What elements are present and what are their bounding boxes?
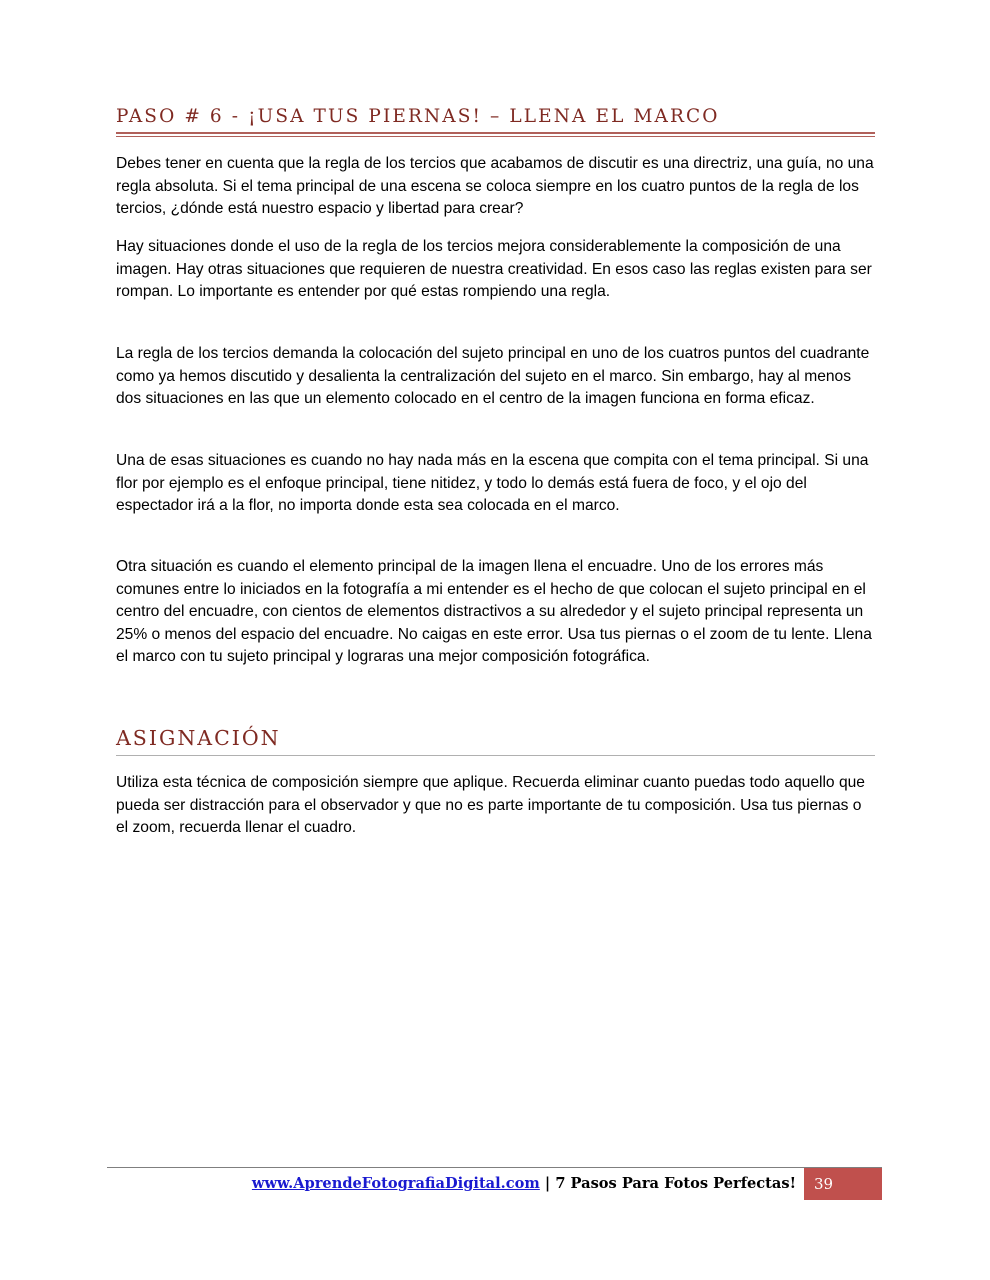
- footer-book-title: 7 Pasos Para Fotos Perfectas!: [555, 1175, 796, 1192]
- footer-website-link[interactable]: www.AprendeFotografiaDigital.com: [251, 1175, 540, 1192]
- paragraph-2: Hay situaciones donde el uso de la regla de los tercios mejora considerablemente la composición de una imagen. Hay otras situaciones que requieren de nuestra creatividad. En esos caso las reglas existen para ser rompan. Lo importante es entender por qué estas rompiendo una regla.: [116, 238, 872, 301]
- section-heading-asignacion: ASIGNACIÓN: [116, 726, 281, 750]
- footer-text: [252, 1175, 796, 1192]
- page-number-box: [804, 1167, 882, 1200]
- footer-divider: [107, 1167, 804, 1168]
- paragraph-3: La regla de los tercios demanda la colocación del sujeto principal en uno de los cuatros puntos del cuadrante como ya hemos discutido y desalienta la centralización del sujeto en el marco. Sin embargo, hay al menos dos situaciones en las que un elemento colocado en el centro de la imagen funciona en forma eficaz.: [116, 345, 870, 408]
- heading-underline: [116, 755, 875, 756]
- section-heading-paso-6: PASO # 6 - ¡USA TUS PIERNAS! – LLENA EL MARCO: [116, 106, 720, 127]
- assignment-paragraph: Utiliza esta técnica de composición siempre que aplique. Recuerda eliminar cuanto puedas todo aquello que pueda ser distracción para el observador y que no es parte importante de tu composición. Usa tus piernas o el zoom, recuerda llenar el cuadro.: [116, 774, 865, 837]
- page-number: 39: [814, 1175, 834, 1193]
- paragraph-1: Debes tener en cuenta que la regla de los tercios que acabamos de discutir es una directriz, una guía, no una regla absoluta. Si el tema principal de una escena se coloca siempre en los cuatro puntos de la regla de los tercios, ¿dónde está nuestro espacio y libertad para crear?: [116, 155, 874, 218]
- heading-underline-thin: [116, 136, 875, 137]
- heading-underline-thick: [116, 132, 875, 134]
- paragraph-4: Una de esas situaciones es cuando no hay nada más en la escena que compita con el tema principal. Si una flor por ejemplo es el enfoque principal, tiene nitidez, y todo lo demás está fuera de foco, y el ojo del espectador irá a la flor, no importa donde esta sea colocada en el marco.: [116, 452, 869, 515]
- footer-separator: |: [539, 1175, 556, 1192]
- paragraph-5: Otra situación es cuando el elemento principal de la imagen llena el encuadre. Uno de los errores más comunes entre lo iniciados en la fotografía a mi entender es el hecho de que colocan el sujeto principal en el centro del encuadre, con cientos de elementos distractivos a su alrededor y el sujeto principal representa un 25% o menos del espacio del encuadre. No caigas en este error. Usa tus piernas o el zoom de tu lente. Llena el marco con tu sujeto principal y lograras una mejor composición fotográfica.: [116, 558, 872, 666]
